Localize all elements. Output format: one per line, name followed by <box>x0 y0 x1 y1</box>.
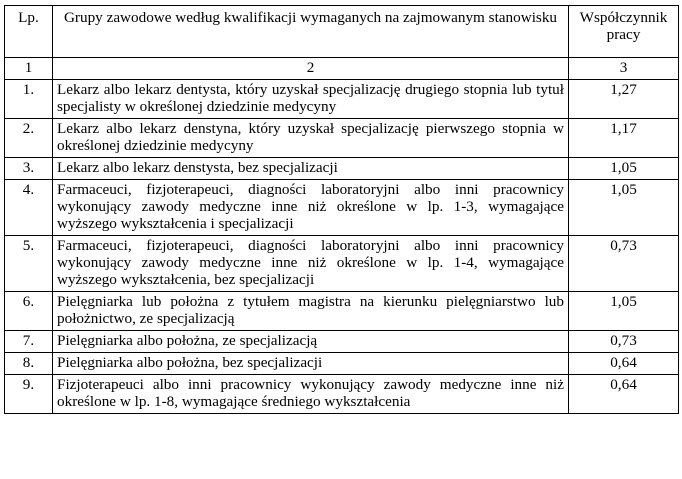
table-row <box>5 158 679 180</box>
row-coefficient: 0,64 <box>569 375 679 414</box>
column-number-1: 1 <box>5 58 53 80</box>
table-row <box>5 80 679 119</box>
row-lp: 8. <box>5 353 53 375</box>
table-row <box>5 180 679 236</box>
row-group: Lekarz albo lekarz denstysta, bez specjalizacji <box>53 158 569 180</box>
row-lp: 3. <box>5 158 53 180</box>
row-coefficient: 1,05 <box>569 180 679 236</box>
header-coefficient: Współczynnik pracy <box>569 6 679 58</box>
row-coefficient: 1,27 <box>569 80 679 119</box>
row-group: Lekarz albo lekarz dentysta, który uzyskał specjalizację drugiego stopnia lub tytuł specjalisty w określonej dziedzinie medycyny <box>53 80 569 119</box>
row-lp: 4. <box>5 180 53 236</box>
row-lp: 2. <box>5 119 53 158</box>
column-number-2: 2 <box>53 58 569 80</box>
table-row <box>5 292 679 331</box>
coefficient-table <box>4 5 679 414</box>
column-number-row <box>5 58 679 80</box>
row-lp: 7. <box>5 331 53 353</box>
header-row <box>5 6 679 58</box>
row-group: Fizjoterapeuci albo inni pracownicy wykonujący zawody medyczne inne niż określone w lp. 1-8, wymagające średniego wykształcenia <box>53 375 569 414</box>
row-coefficient: 0,73 <box>569 236 679 292</box>
row-group: Pielęgniarka albo położna, ze specjalizacją <box>53 331 569 353</box>
row-lp: 1. <box>5 80 53 119</box>
column-number-3: 3 <box>569 58 679 80</box>
row-coefficient: 1,17 <box>569 119 679 158</box>
row-coefficient: 1,05 <box>569 158 679 180</box>
row-group: Pielęgniarka lub położna z tytułem magistra na kierunku pielęgniarstwo lub położnictwo, ze specjalizacją <box>53 292 569 331</box>
header-groups: Grupy zawodowe według kwalifikacji wymaganych na zajmowanym stanowisku <box>53 6 569 58</box>
table-row <box>5 236 679 292</box>
row-lp: 6. <box>5 292 53 331</box>
row-group: Pielęgniarka albo położna, bez specjalizacji <box>53 353 569 375</box>
row-group: Lekarz albo lekarz denstyna, który uzyskał specjalizację pierwszego stopnia w określonej dziedzinie medycyny <box>53 119 569 158</box>
table-row <box>5 119 679 158</box>
row-group: Farmaceuci, fizjoterapeuci, diagności laboratoryjni albo inni pracownicy wykonujący zawody medyczne inne niż określone w lp. 1-3, wymagające wyższego wykształcenia i specjalizacji <box>53 180 569 236</box>
table-row <box>5 331 679 353</box>
row-lp: 5. <box>5 236 53 292</box>
table-row <box>5 375 679 414</box>
row-coefficient: 1,05 <box>569 292 679 331</box>
table-row <box>5 353 679 375</box>
row-group: Farmaceuci, fizjoterapeuci, diagności laboratoryjni albo inni pracownicy wykonujący zawody medyczne inne niż określone w lp. 1-4, wymagające wyższego wykształcenia, bez specjalizacji <box>53 236 569 292</box>
header-lp: Lp. <box>5 6 53 58</box>
row-lp: 9. <box>5 375 53 414</box>
row-coefficient: 0,73 <box>569 331 679 353</box>
row-coefficient: 0,64 <box>569 353 679 375</box>
